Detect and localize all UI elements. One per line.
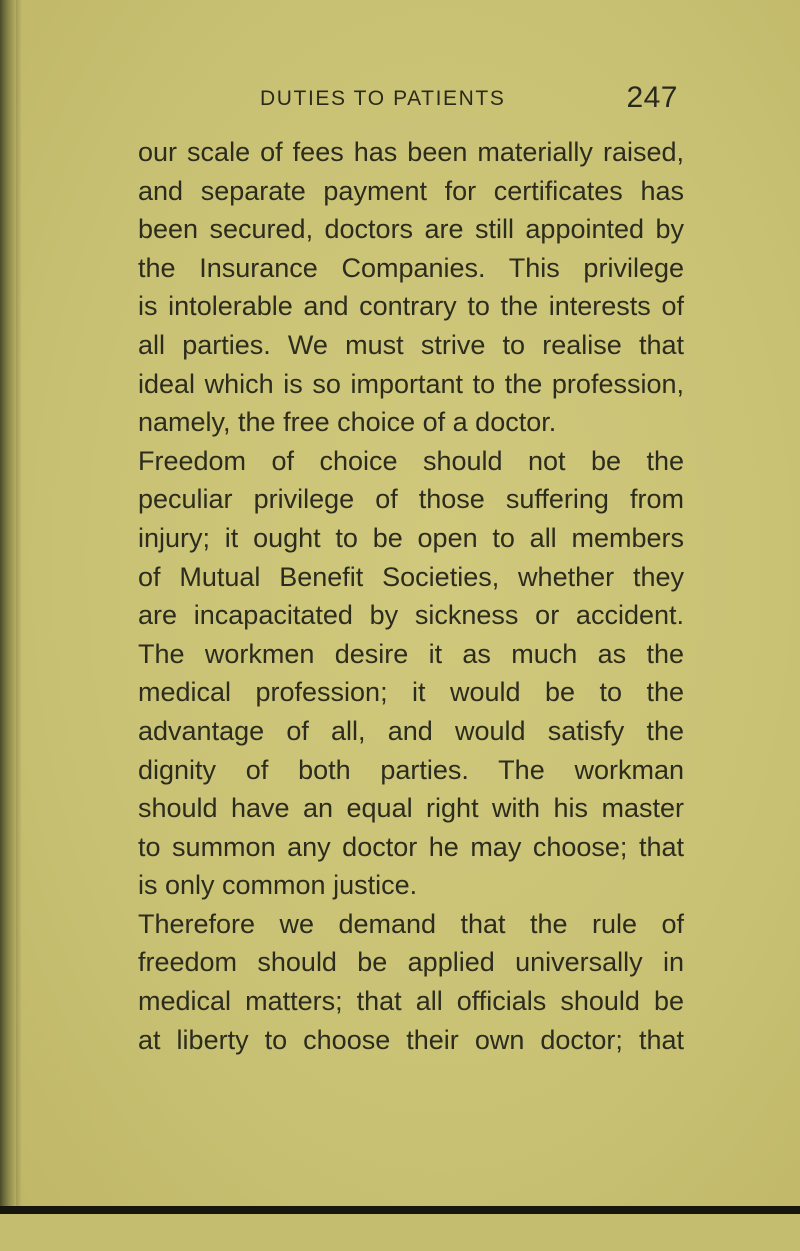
text-line: medical profession; it would be to the: [138, 677, 684, 708]
text-line: and separate payment for certificates has: [138, 175, 684, 206]
text-line: all parties. We must strive to realise that: [138, 329, 684, 360]
running-header: [260, 83, 680, 117]
text-line: at liberty to choose their own doctor; that: [138, 1024, 684, 1055]
text-line: freedom should be applied universally in: [138, 947, 684, 978]
bottom-page-strip: [0, 1214, 800, 1251]
text-line: been secured, doctors are still appointed by: [138, 214, 684, 245]
text-line: peculiar privilege of those suffering from: [138, 484, 684, 515]
text-line: of Mutual Benefit Societies, whether they: [138, 561, 684, 592]
text-line: our scale of fees has been materially raised,: [138, 137, 684, 167]
page-number: 247: [626, 81, 678, 114]
text-line-paragraph-start: Freedom of choice should not be the: [138, 445, 684, 476]
text-line: dignity of both parties. The workman: [138, 754, 684, 785]
text-line: injury; it ought to be open to all members: [138, 522, 684, 553]
text-line: is intolerable and contrary to the interests of: [138, 291, 684, 322]
bottom-dark-edge: [0, 1206, 800, 1214]
text-line: are incapacitated by sickness or accident.: [138, 600, 684, 631]
gutter-edge-gradient: [16, 0, 22, 1251]
text-line: to summon any doctor he may choose; that: [138, 831, 684, 862]
text-line: namely, the free choice of a doctor.: [138, 407, 557, 438]
text-line: is only common justice.: [138, 870, 418, 901]
text-line: medical matters; that all officials should be: [138, 986, 684, 1017]
text-line: should have an equal right with his master: [138, 793, 684, 824]
running-title: DUTIES TO PATIENTS: [260, 87, 506, 110]
binding-gutter-shadow: [0, 0, 16, 1251]
text-line: the Insurance Companies. This privilege: [138, 252, 684, 283]
text-line-paragraph-start: Therefore we demand that the rule of: [138, 908, 684, 939]
text-line: The workmen desire it as much as the: [138, 638, 684, 669]
text-line: advantage of all, and would satisfy the: [138, 715, 684, 746]
body-text: [138, 133, 684, 1059]
text-line: ideal which is so important to the profession,: [138, 368, 684, 399]
